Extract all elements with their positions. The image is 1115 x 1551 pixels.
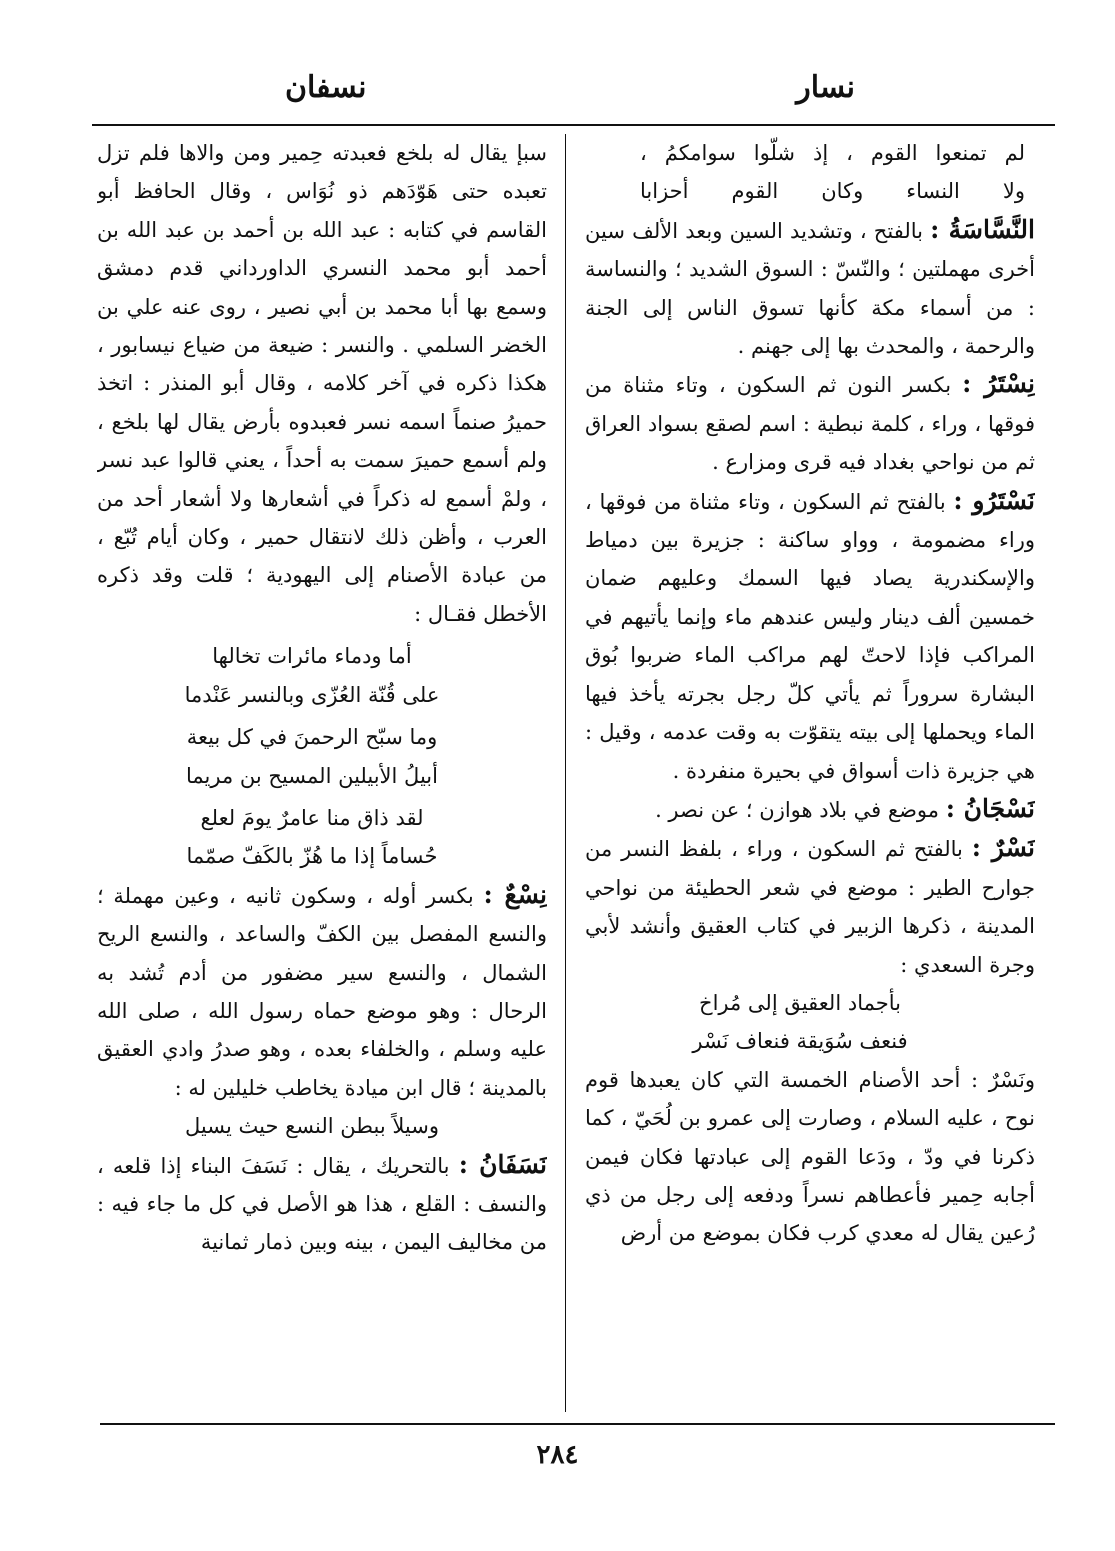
entry-text: موضع في بلاد هوازن ؛ عن نصر . bbox=[655, 797, 939, 822]
entry-text: بالفتح ثم السكون ، وراء ، بلفظ النسر من جوارح الطير : موضع في شعر الحطيئة من نواحي المدينة ، ذكرها الزبير في كتاب العقيق وأنشد لأبي وجرة السعدي : bbox=[585, 837, 1035, 977]
verse-line: بأجماد العقيق إلى مُراخ bbox=[699, 990, 901, 1015]
verse-line: على قُنّة العُزّى وبالنسر عَنْدما bbox=[184, 682, 440, 707]
entry-continuation: سبإ يقال له بلخع فعبدته حِمير ومن والاها فلم تزل تعبده حتى هَوّدَهم ذو نُوَاس ، وقال الحافظ أبو القاسم في كتابه : عبد الله بن أحمد بن عبد الله بن أحمد أبو محمد النسري الداورداني قدم دمشق وسمع بها أبا محمد بن أبي نصير ، روى عنه علي بن الخضر السلمي . والنسر : ضيعة من ضياع نيسابور ، هكذا ذكره في آخر كلامه ، وقال أبو المنذر : اتخذ حميرُ صنماً اسمه نسر فعبدوه بأرض يقال لها بلخع ، ولم أسمع حميرَ سمت به أحداً ، يعني قالوا عبد نسر ، ولمْ أسمع له ذكراً في أشعارها ولا أشعار أحد من العرب ، وأظن ذلك لانتقال حمير ، وكان أيام تُبّع ، من عبادة الأصنام إلى اليهودية ؛ قلت وقد ذكره الأخطل فقـال : bbox=[97, 141, 547, 626]
entry-text: بالفتح ثم السكون ، وتاء مثناة من فوقها ، وراء مضمومة ، وواو ساكنة : جزيرة بين دمياط والإسكندرية يصاد فيها السمك وعليهم ضمان خمسين ألف دينار وليس عندهم ماء وإنما يأتيهم في المراكب فإذا لاحتّ لهم مراكب الماء ضربوا بُوق البشارة سروراً ثم يأتي كلّ رجل بجرته يأخذ فيها الماء ويحملها إلى بيته يتقوّت به وقت عدمه ، وقيل : هي جزيرة ذات أسواق في بحيرة منفردة . bbox=[585, 489, 1035, 783]
verse-line: حُساماً إذا ما هُزّ بالكَفّ صمّما bbox=[186, 844, 438, 869]
verse-line: وما سبّح الرحمنَ في كل بيعة bbox=[186, 725, 438, 750]
entry-headword: النَّسَّاسَةُ : bbox=[930, 214, 1035, 244]
entry-text: بالتحريك ، يقال : نَسَفَ البناء إذا قلعه ، والنسف : القلع ، هذا هو الأصل في كل ما جاء فيه : من مخاليف اليمن ، بينه وبين ذمار ثمانية bbox=[97, 1153, 547, 1255]
entry-text: بالفتح ، وتشديد السين وبعد الألف سين أخرى مهملتين ؛ والنّسّ : السوق الشديد ؛ والنساسة : من أسماء مكة كأنها تسوق الناس إلى الجنة والرحمة ، والمحدث بها إلى جهنم . bbox=[585, 218, 1035, 359]
verse-line: أبيلُ الأبيلين المسيح بن مريما bbox=[186, 763, 438, 788]
column-divider bbox=[565, 134, 566, 1412]
entry-headword: نَسْجَانُ : bbox=[945, 793, 1035, 823]
entry-headword: نِسْتَرُ : bbox=[962, 369, 1035, 399]
verse-line: لقد ذاق منا عامرٌ يومَ لعلع bbox=[200, 805, 424, 830]
running-header-right: نسار bbox=[796, 70, 855, 105]
verse-line: لم تمنعوا القوم ، إذ شلّوا سوامكمُ ، bbox=[640, 141, 1025, 165]
running-header-left: نسفان bbox=[285, 70, 367, 105]
entry-nasafan bbox=[97, 1146, 547, 1262]
entry-nastaru bbox=[585, 482, 1035, 790]
verse-line: ولا النساء وكان القوم أحزابا bbox=[640, 179, 1025, 204]
entry-text: بكسر النون ثم السكون ، وتاء مثناة من فوقها ، وراء ، كلمة نبطية : اسم لصقع بسواد العراق ثم من نواحي بغداد فيه قرى ومزارع . bbox=[585, 373, 1035, 475]
entry-headword: نَسْتَرُو : bbox=[953, 485, 1035, 515]
header-rule bbox=[92, 124, 1055, 126]
entry-headword: نِسْعٌ : bbox=[483, 879, 547, 909]
left-column bbox=[97, 134, 547, 1414]
verse-line: وسيلاً ببطن النسع حيث يسيل bbox=[185, 1114, 439, 1139]
entry-text: بكسر أوله ، وسكون ثانيه ، وعين مهملة ؛ والنسع المفصل بين الكفّ والساعد ، والنسع الريح الشمال ، والنسع سير مضفور من أدم تُشد به الرحال : وهو موضع حماه رسول الله ، صلى الله عليه وسلم ، والخلفاء بعده ، وهو صدرُ وادي العقيق بالمدينة ؛ قال ابن ميادة يخاطب خليلين له : bbox=[97, 883, 547, 1100]
entry-nasr bbox=[585, 829, 1035, 984]
entry-headword: نَسْرٌ : bbox=[971, 833, 1035, 863]
verse-line: أما ودماء مائرات تخالها bbox=[212, 644, 412, 669]
page-number: ٢٨٤ bbox=[536, 1440, 579, 1470]
entry-nasasa bbox=[585, 211, 1035, 366]
entry-nasjan bbox=[585, 790, 1035, 829]
entry-nasr-idol: ونَسْرٌ : أحد الأصنام الخمسة التي كان يعبدها قوم نوح ، عليه السلام ، وصارت إلى عمرو بن لُحَيّ ، كما ذكرنا في ودّ ، ودَعا القوم إلى عبادتها فكان فيمن أجابه حِمير فأعطاهم نسراً ودفعه إلى رجل من ذي رُعين يقال له معدي كرب فكان بموضع من أرض bbox=[585, 1067, 1035, 1246]
entry-nistar bbox=[585, 365, 1035, 481]
footer-rule bbox=[100, 1423, 1055, 1425]
right-column bbox=[585, 134, 1035, 1414]
entry-headword: نَسَفَانُ : bbox=[458, 1149, 547, 1179]
verse-line: فنعف سُوَيقة فنعاف نَسْر bbox=[692, 1029, 908, 1054]
entry-nisa bbox=[97, 876, 547, 1107]
